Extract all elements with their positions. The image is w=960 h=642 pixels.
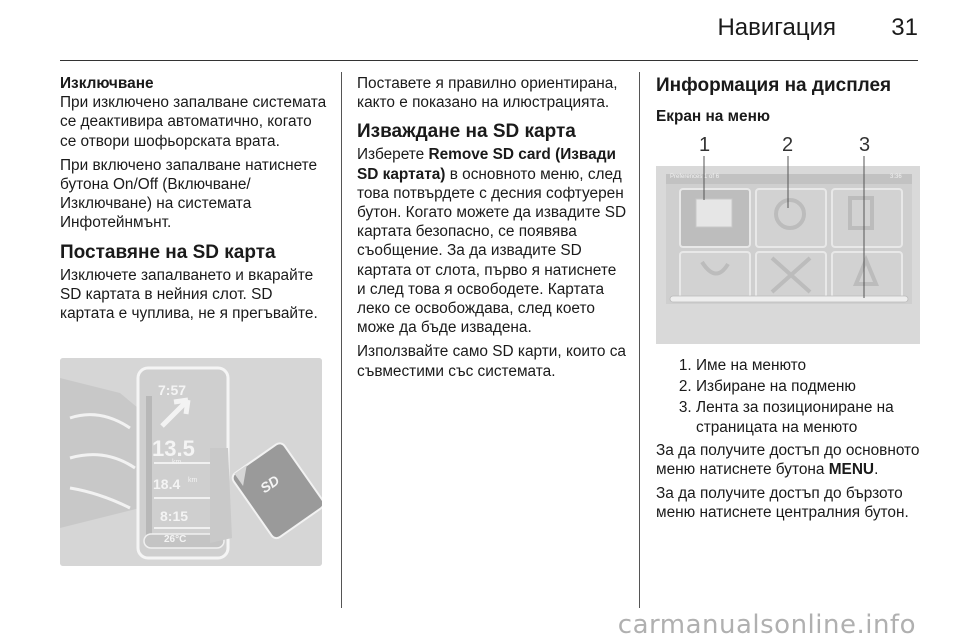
eta-time: 8:15	[160, 508, 189, 524]
paragraph: При изключено запалване системата се деактивира автоматично, когато се отвори шофьорската врата.	[60, 94, 327, 150]
column-divider	[341, 72, 342, 608]
sd-illustration-svg	[60, 358, 322, 566]
header-divider	[60, 60, 918, 61]
sd-card-illustration	[60, 358, 322, 566]
menu-screen-illustration	[656, 134, 920, 344]
paragraph	[357, 145, 629, 337]
distance-value: 13.5	[152, 436, 195, 461]
sd-card-label: SD	[257, 471, 283, 497]
heading-menu-screen: Екран на меню	[656, 108, 771, 125]
watermark: carmanualsonline.info	[617, 610, 916, 640]
page-number: 31	[891, 14, 918, 41]
callout-2: 2	[782, 134, 794, 156]
paragraph	[656, 441, 928, 479]
distance2-value: 18.4	[153, 476, 181, 492]
heading-insert-sd: Поставяне на SD карта	[60, 241, 276, 263]
heading-remove-sd: Изваждане на SD карта	[357, 121, 576, 143]
paragraph: При включено запалване натиснете бутона On/Off (Включване/Изключване) на системата Инфотейнмънт.	[60, 156, 318, 232]
text: Изберете	[357, 146, 429, 164]
temperature: 26°C	[164, 534, 187, 545]
menu-clock: 3:36	[890, 174, 902, 180]
clock-time: 7:57	[158, 382, 187, 398]
paragraph: Използвайте само SD карти, които са съвместими със системата.	[357, 343, 626, 380]
legend-list	[656, 356, 928, 437]
text: .	[874, 461, 879, 479]
text: в основното меню, след това потвърдете с десния софтуерен бутон. Когато можете да извадите SD картата безопасно, се появява съобщение. За да извадите SD картата от слота, първо я натиснете и след това я освободете. Картата леко се освобождава, след което може да бъде извадена.	[357, 165, 627, 337]
page-title: Навигация	[717, 14, 836, 41]
menu-screen-svg	[656, 134, 920, 344]
menu-name-label: Preferences 1 of 6	[670, 174, 720, 180]
list-item: 1. Име на менюто	[696, 356, 928, 375]
right-column	[656, 74, 928, 126]
menu-item-remove-sd: Remove SD card (Извади SD картата)	[357, 146, 616, 183]
middle-column	[357, 74, 629, 386]
left-column	[60, 74, 330, 328]
right-column-lower	[656, 356, 928, 528]
paragraph: Поставете я правилно ориентирана, както е показано на илюстрацията.	[357, 75, 618, 112]
paragraph: За да получите достъп до бързото меню натиснете централния бутон.	[656, 485, 909, 522]
callout-3: 3	[859, 134, 871, 156]
distance2-unit: km	[188, 477, 198, 484]
list-item: 2. Избиране на подменю	[696, 377, 928, 396]
heading-switch-off: Изключване	[60, 75, 154, 92]
text: За да получите достъп до основното меню натиснете бутона	[656, 441, 920, 479]
callout-1: 1	[699, 134, 711, 156]
paragraph: Изключете запалването и вкарайте SD картата в нейния слот. SD картата е чуплива, не я прегъвайте.	[60, 266, 318, 323]
heading-display-info: Информация на дисплея	[656, 75, 892, 96]
menu-button-label: MENU	[828, 461, 875, 479]
column-divider	[639, 72, 640, 608]
distance-unit: km	[172, 459, 182, 466]
list-item: 3. Лента за позициониране на страницата на менюто	[696, 398, 928, 436]
